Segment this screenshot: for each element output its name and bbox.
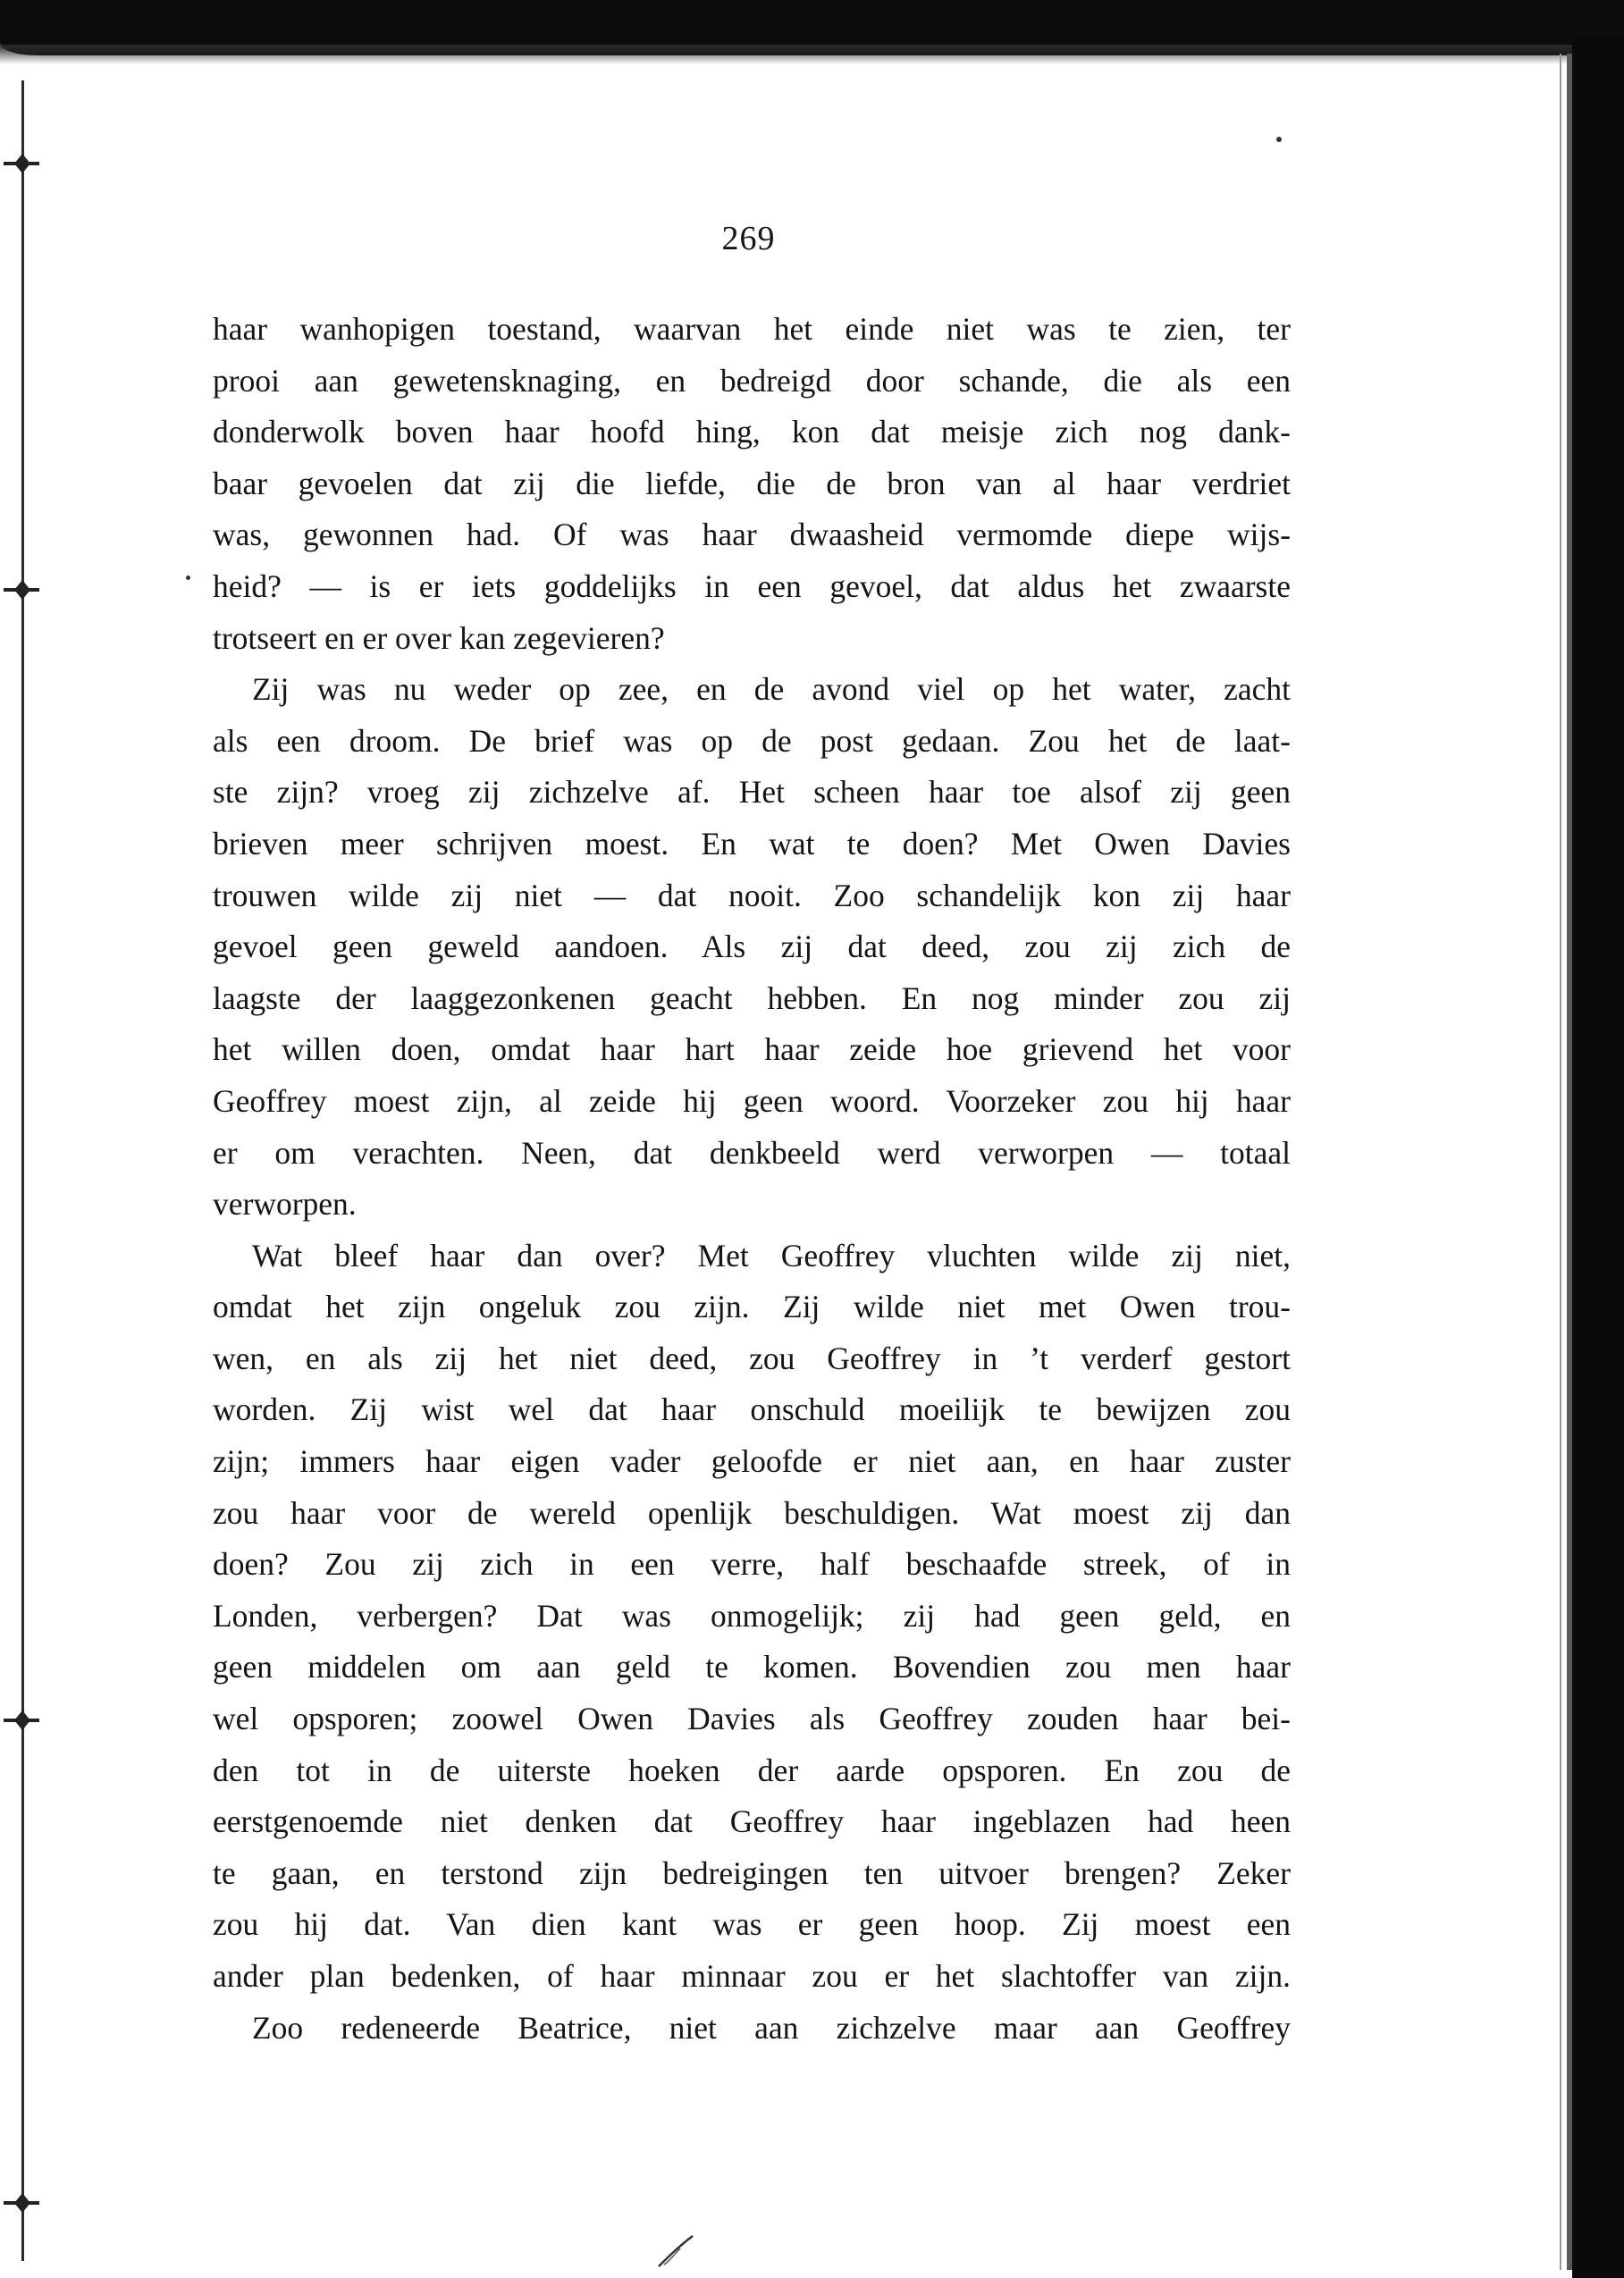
text-line: den tot in de uiterste hoeken der aarde opsporen. En zou de [213, 1752, 1291, 1788]
text-line: Geoffrey moest zijn, al zeide hij geen woord. Voorzeker zou hij haar [213, 1082, 1291, 1119]
text-line: Londen, verbergen? Dat was onmogelijk; zij had geen geld, en [213, 1597, 1291, 1634]
text-line: ander plan bedenken, of haar minnaar zou er het slachtoffer van zijn. [213, 1958, 1291, 1994]
text-line: omdat het zijn ongeluk zou zijn. Zij wilde niet met Owen trou- [213, 1289, 1291, 1325]
text-line: zou hij dat. Van dien kant was er geen hoop. Zij moest een [213, 1906, 1291, 1943]
text-line: laagste der laaggezonkenen geacht hebben. En nog minder zou zij [213, 979, 1291, 1016]
text-line: was, gewonnen had. Of was haar dwaasheid vermomde diepe wijs- [213, 517, 1291, 553]
scan-top-shadow [0, 45, 1624, 64]
text-line: gevoel geen geweld aandoen. Als zij dat deed, zou zij zich de [213, 929, 1291, 965]
text-line: trouwen wilde zij niet — dat nooit. Zoo schandelijk kon zij haar [213, 877, 1291, 913]
binding-mark [4, 2198, 39, 2207]
text-line: te gaan, en terstond zijn bedreigingen ten uitvoer brengen? Zeker [213, 1854, 1291, 1891]
text-line: het willen doen, omdat haar hart haar zeide hoe grievend het voor [213, 1031, 1291, 1068]
body-text [213, 304, 1291, 2054]
text-line: zijn; immers haar eigen vader geloofde er niet aan, en haar zuster [213, 1443, 1291, 1480]
text-line: baar gevoelen dat zij die liefde, die de bron van al haar verdriet [213, 465, 1291, 501]
paragraph [213, 304, 1291, 664]
ink-speck [186, 576, 190, 580]
binding-line [21, 80, 24, 2261]
text-line: geen middelen om aan geld te komen. Bovendien zou men haar [213, 1649, 1291, 1685]
text-line: prooi aan gewetensknaging, en bedreigd door schande, die als een [213, 362, 1291, 399]
text-line: doen? Zou zij zich in een verre, half beschaafde streek, of in [213, 1546, 1291, 1583]
binding-mark [4, 159, 39, 168]
text-line: Zoo redeneerde Beatrice, niet aan zichzelve maar aan Geoffrey [252, 2009, 1291, 2046]
page-number: 269 [721, 220, 776, 257]
text-line: Wat bleef haar dan over? Met Geoffrey vluchten wilde zij niet, [252, 1237, 1291, 1273]
text-line: eerstgenoemde niet denken dat Geoffrey haar ingeblazen had heen [213, 1803, 1291, 1840]
scan-right-shadow-line [1560, 54, 1561, 2270]
text-line: wen, en als zij het niet deed, zou Geoffrey in ’t verderf gestort [213, 1340, 1291, 1376]
text-line: donderwolk boven haar hoofd hing, kon dat meisje zich nog dank- [213, 414, 1291, 450]
text-line: brieven meer schrijven moest. En wat te doen? Met Owen Davies [213, 825, 1291, 862]
text-line: ste zijn? vroeg zij zichzelve af. Het scheen haar toe alsof zij geen [213, 774, 1291, 811]
text-line: wel opsporen; zoowel Owen Davies als Geoffrey zouden haar bei- [213, 1701, 1291, 1737]
ink-speck [1276, 137, 1282, 142]
scan-right-edge [1572, 36, 1624, 2278]
text-line: worden. Zij wist wel dat haar onschuld moeilijk te bewijzen zou [213, 1391, 1291, 1428]
paragraph [213, 1231, 1291, 2003]
scan-right-shadow [1567, 54, 1572, 2270]
text-line: haar wanhopigen toestand, waarvan het einde niet was te zien, ter [213, 311, 1291, 347]
text-line: heid? — is er iets goddelijks in een gevoel, dat aldus het zwaarste [213, 567, 1291, 604]
text-line: trotseert en er over kan zegevieren? [213, 619, 665, 656]
text-line: Zij was nu weder op zee, en de avond viel op het water, zacht [252, 671, 1291, 708]
text-line: er om verachten. Neen, dat denkbeeld werd verworpen — totaal [213, 1134, 1291, 1171]
paragraph [213, 664, 1291, 1231]
paragraph [213, 2003, 1291, 2055]
text-line: zou haar voor de wereld openlijk beschuldigen. Wat moest zij dan [213, 1494, 1291, 1531]
binding-mark [4, 585, 39, 594]
pencil-mark [657, 2234, 694, 2268]
text-line: als een droom. De brief was op de post gedaan. Zou het de laat- [213, 722, 1291, 759]
text-line: verworpen. [213, 1186, 357, 1223]
binding-mark [4, 1716, 39, 1725]
